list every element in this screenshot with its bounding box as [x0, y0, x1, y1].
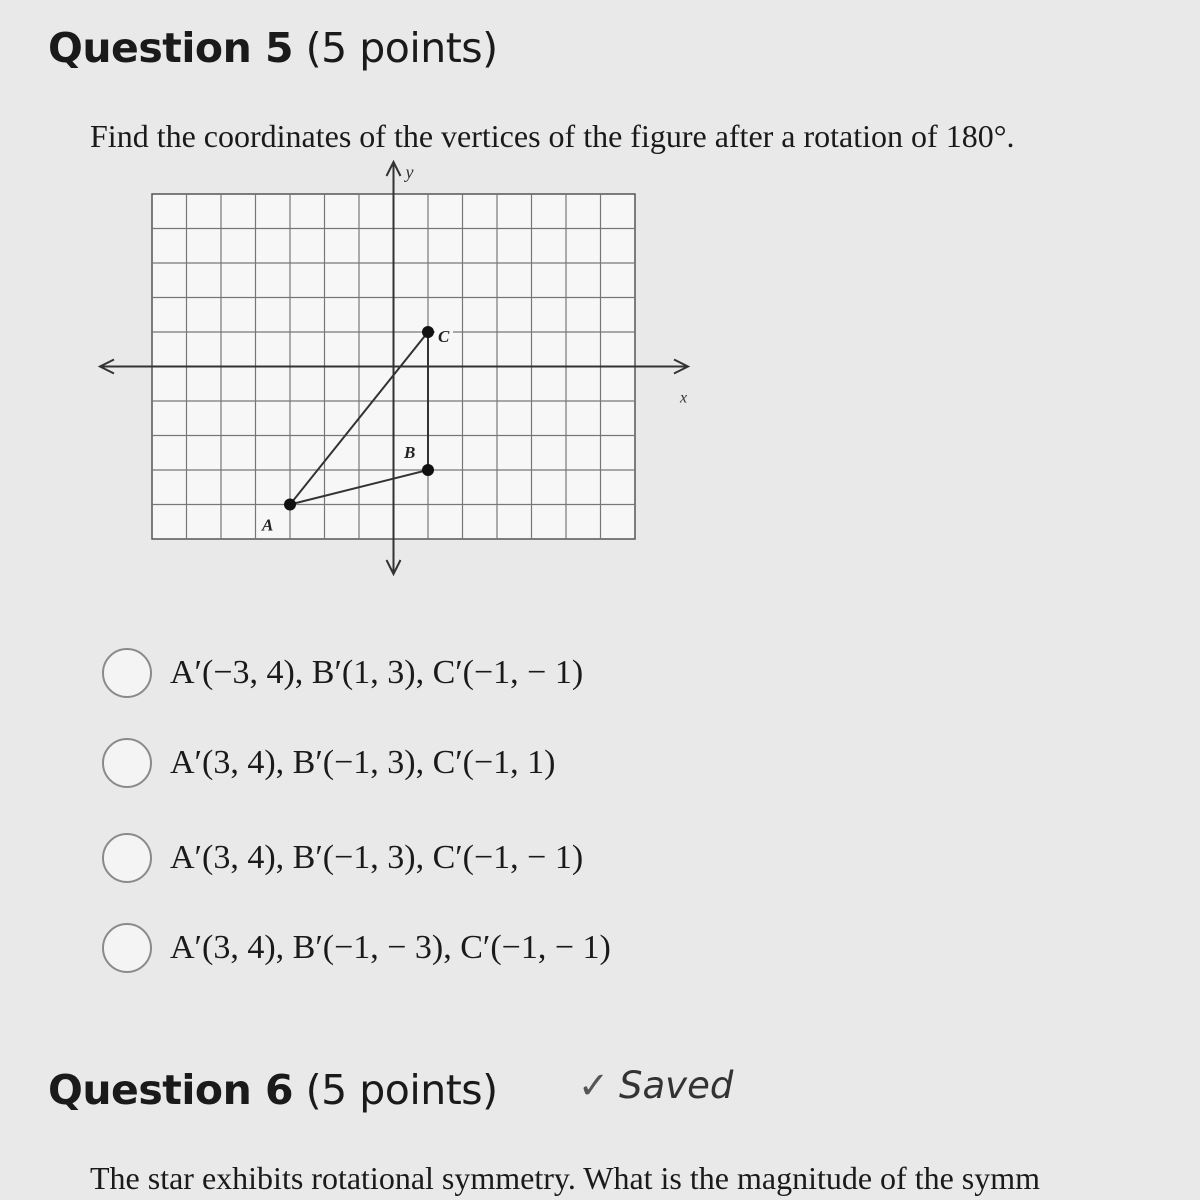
- answer-option-label: A′(−3, 4), B′(1, 3), C′(−1, − 1): [170, 654, 584, 691]
- vertex-point-a: [284, 499, 296, 511]
- answer-option-3[interactable]: [102, 830, 583, 886]
- vertex-label-a: A: [262, 515, 274, 535]
- question-5-number: Question 5: [48, 24, 294, 72]
- radio-button-icon[interactable]: [102, 738, 152, 788]
- question-5-points: (5 points): [293, 24, 498, 72]
- answer-option-4[interactable]: [102, 920, 611, 976]
- radio-button-icon[interactable]: [102, 833, 152, 883]
- vertex-point-b: [422, 464, 434, 476]
- question-6-header: [48, 1066, 498, 1114]
- question-6-points: (5 points): [293, 1066, 498, 1114]
- question-5-prompt: Find the coordinates of the vertices of the figure after a rotation of 180°.: [90, 118, 1015, 154]
- coordinate-graph: [90, 158, 700, 583]
- vertex-label-c: C: [438, 327, 450, 346]
- question-6-prompt: The star exhibits rotational symmetry. What is the magnitude of the symm: [90, 1160, 1041, 1196]
- x-axis-label: x: [680, 389, 688, 407]
- vertex-point-c: [422, 326, 434, 338]
- question-6-number: Question 6: [48, 1066, 294, 1114]
- answer-option-label: A′(3, 4), B′(−1, − 3), C′(−1, − 1): [170, 929, 611, 966]
- question-5-header: [48, 24, 498, 72]
- radio-button-icon[interactable]: [102, 923, 152, 973]
- answer-option-label: A′(3, 4), B′(−1, 3), C′(−1, − 1): [170, 839, 584, 876]
- vertex-label-b: B: [404, 443, 416, 462]
- saved-status-label: Saved: [619, 1064, 734, 1107]
- answer-option-2[interactable]: [102, 735, 556, 791]
- checkmark-icon: ✓: [578, 1064, 610, 1107]
- answer-option-label: A′(3, 4), B′(−1, 3), C′(−1, 1): [170, 744, 556, 781]
- y-axis-label: y: [405, 162, 414, 182]
- saved-status: [578, 1064, 733, 1107]
- answer-option-1[interactable]: [102, 645, 583, 701]
- radio-button-icon[interactable]: [102, 648, 152, 698]
